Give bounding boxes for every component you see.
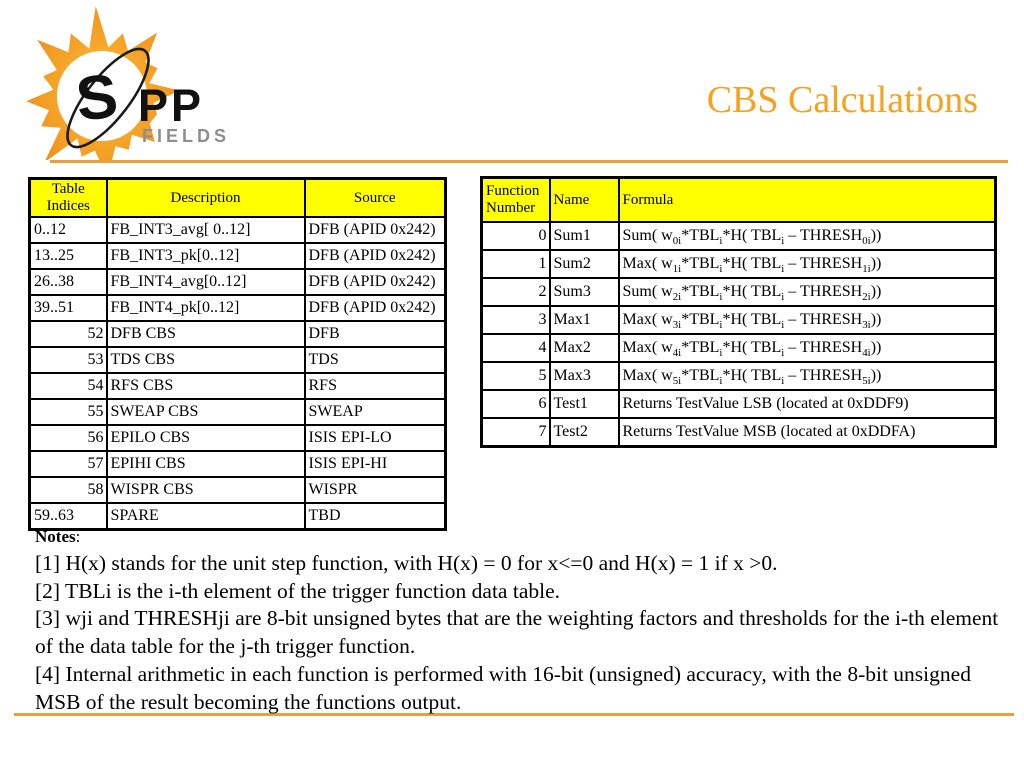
cell-function-number: 1 bbox=[482, 250, 550, 278]
cell-description: FB_INT3_avg[ 0..12] bbox=[107, 217, 305, 243]
cell-source: TBD bbox=[305, 503, 446, 530]
table-row bbox=[482, 334, 996, 362]
table-header-row bbox=[30, 179, 446, 218]
table-row bbox=[30, 269, 446, 295]
cell-formula: Sum( $w_{0i}*TBL_i*H$( $TBL_i$ – $THRESH_{0i}$)) bbox=[619, 222, 996, 250]
cell-source: WISPR bbox=[305, 477, 446, 503]
cell-function-number: 4 bbox=[482, 334, 550, 362]
cell-source: DFB bbox=[305, 321, 446, 347]
cell-name: Max1 bbox=[550, 306, 619, 334]
table-row bbox=[482, 418, 996, 447]
table-row bbox=[482, 250, 996, 278]
cell-index: 26..38 bbox=[30, 269, 107, 295]
note-item-4: [4] Internal arithmetic in each function is performed with 16-bit (unsigned) accuracy, with the 8-bit unsigned MSB of the result becoming the functions output. bbox=[35, 661, 971, 714]
cell-index: 59..63 bbox=[30, 503, 107, 530]
page-title: CBS Calculations bbox=[706, 79, 978, 121]
cell-description: FB_INT4_avg[0..12] bbox=[107, 269, 305, 295]
cell-description: FB_INT3_pk[0..12] bbox=[107, 243, 305, 269]
cell-source: ISIS EPI-LO bbox=[305, 425, 446, 451]
table-row bbox=[30, 451, 446, 477]
table-row bbox=[482, 306, 996, 334]
cell-index: 52 bbox=[30, 321, 107, 347]
table-row bbox=[482, 362, 996, 390]
logo-text-main: PP bbox=[138, 80, 205, 131]
cell-formula: Max( $w_{1i}*TBL_i*H$( $TBL_i$ – $THRESH_{1i}$)) bbox=[619, 250, 996, 278]
cell-function-number: 7 bbox=[482, 418, 550, 447]
cell-index: 53 bbox=[30, 347, 107, 373]
cell-source: DFB (APID 0x242) bbox=[305, 243, 446, 269]
note-item-3: [3] wji and THRESHji are 8-bit unsigned bytes that are the weighting factors and thresholds for the i-th element of the data table for the j-th trigger function. bbox=[35, 606, 999, 659]
table-indices-table bbox=[28, 177, 447, 531]
table-row bbox=[30, 243, 446, 269]
cell-source: DFB (APID 0x242) bbox=[305, 295, 446, 321]
cell-description: RFS CBS bbox=[107, 373, 305, 399]
notes-section bbox=[35, 527, 1003, 716]
cell-index: 54 bbox=[30, 373, 107, 399]
col-header-function-number: Function Number bbox=[482, 178, 550, 223]
cell-formula: Returns TestValue LSB (located at 0xDDF9) bbox=[619, 390, 996, 418]
cell-description: SWEAP CBS bbox=[107, 399, 305, 425]
col-header-formula: Formula bbox=[619, 178, 996, 223]
cell-name: Sum1 bbox=[550, 222, 619, 250]
cell-index: 13..25 bbox=[30, 243, 107, 269]
cell-source: DFB (APID 0x242) bbox=[305, 269, 446, 295]
table-row bbox=[482, 278, 996, 306]
cell-description: SPARE bbox=[107, 503, 305, 530]
table-row bbox=[482, 222, 996, 250]
cell-index: 55 bbox=[30, 399, 107, 425]
cell-source: RFS bbox=[305, 373, 446, 399]
cell-formula: Sum( $w_{2i}*TBL_i*H$( $TBL_i$ – $THRESH_{2i}$)) bbox=[619, 278, 996, 306]
cell-index: 56 bbox=[30, 425, 107, 451]
note-item-2: [2] TBLi is the i-th element of the trigger function data table. bbox=[35, 578, 560, 603]
cell-source: TDS bbox=[305, 347, 446, 373]
cell-function-number: 0 bbox=[482, 222, 550, 250]
col-header-description: Description bbox=[107, 179, 305, 218]
table-row bbox=[30, 217, 446, 243]
table-row bbox=[482, 390, 996, 418]
cell-formula: Returns TestValue MSB (located at 0xDDFA) bbox=[619, 418, 996, 447]
logo-text-sub: FIELDS bbox=[142, 126, 231, 146]
cell-description: TDS CBS bbox=[107, 347, 305, 373]
col-header-source: Source bbox=[305, 179, 446, 218]
cell-function-number: 3 bbox=[482, 306, 550, 334]
functions-table bbox=[480, 176, 997, 448]
notes-label: Notes: bbox=[35, 527, 81, 546]
cell-description: DFB CBS bbox=[107, 321, 305, 347]
col-header-name: Name bbox=[550, 178, 619, 223]
logo-swoosh-letter: S bbox=[72, 61, 125, 135]
header-divider-line bbox=[50, 160, 1008, 163]
cell-name: Max3 bbox=[550, 362, 619, 390]
table-row bbox=[30, 321, 446, 347]
table-header-row bbox=[482, 178, 996, 223]
cell-description: EPILO CBS bbox=[107, 425, 305, 451]
cell-index: 57 bbox=[30, 451, 107, 477]
table-row bbox=[30, 477, 446, 503]
cell-description: EPIHI CBS bbox=[107, 451, 305, 477]
cell-description: WISPR CBS bbox=[107, 477, 305, 503]
cell-name: Max2 bbox=[550, 334, 619, 362]
cell-index: 0..12 bbox=[30, 217, 107, 243]
cell-name: Test2 bbox=[550, 418, 619, 447]
cell-formula: Max( $w_{4i}*TBL_i*H$( $TBL_i$ – $THRESH_{4i}$)) bbox=[619, 334, 996, 362]
table-row bbox=[30, 503, 446, 530]
note-item-1: [1] H(x) stands for the unit step function, with H(x) = 0 for x<=0 and H(x) = 1 if x >0. bbox=[35, 551, 778, 575]
table-row bbox=[30, 373, 446, 399]
cell-index: 39..51 bbox=[30, 295, 107, 321]
cell-description: FB_INT4_pk[0..12] bbox=[107, 295, 305, 321]
table-row bbox=[30, 295, 446, 321]
cell-name: Sum2 bbox=[550, 250, 619, 278]
spp-fields-logo bbox=[16, 4, 248, 160]
cell-formula: Max( $w_{5i}*TBL_i*H$( $TBL_i$ – $THRESH_{5i}$)) bbox=[619, 362, 996, 390]
cell-name: Sum3 bbox=[550, 278, 619, 306]
cell-index: 58 bbox=[30, 477, 107, 503]
cell-source: SWEAP bbox=[305, 399, 446, 425]
cell-function-number: 5 bbox=[482, 362, 550, 390]
cell-source: ISIS EPI-HI bbox=[305, 451, 446, 477]
cell-function-number: 6 bbox=[482, 390, 550, 418]
table-row bbox=[30, 399, 446, 425]
table-row bbox=[30, 347, 446, 373]
cell-function-number: 2 bbox=[482, 278, 550, 306]
cell-name: Test1 bbox=[550, 390, 619, 418]
cell-formula: Max( $w_{3i}*TBL_i*H$( $TBL_i$ – $THRESH_{3i}$)) bbox=[619, 306, 996, 334]
col-header-table-indices: Table Indices bbox=[30, 179, 107, 218]
table-row bbox=[30, 425, 446, 451]
cell-source: DFB (APID 0x242) bbox=[305, 217, 446, 243]
